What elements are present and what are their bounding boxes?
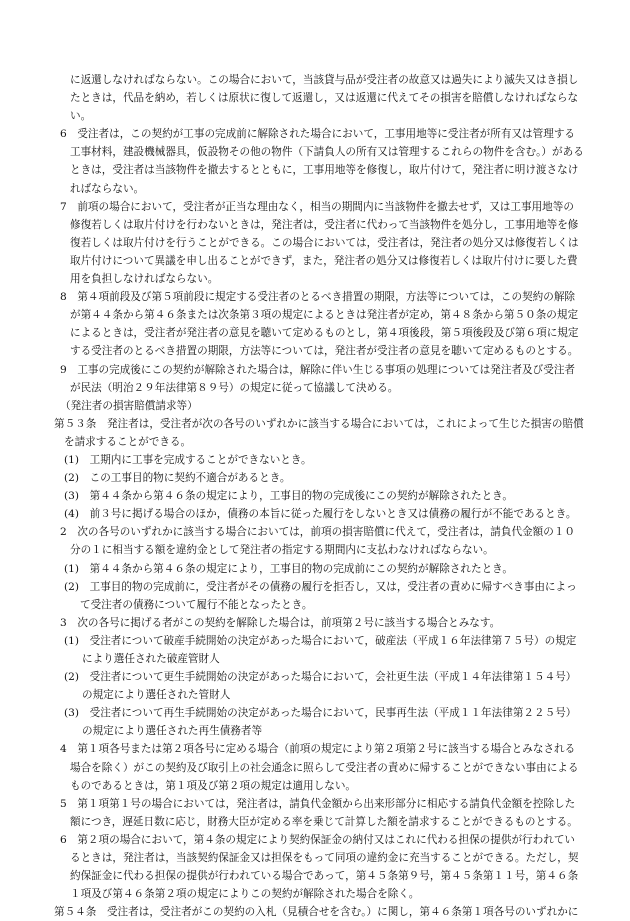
list-item: (1) 第４４条から第４６条の規定により，工事目的物の完成前にこの契約が解除されたとき。 xyxy=(64,562,513,575)
paragraph: 4 第１項各号または第２項各号に定める場合（前項の規定により第２項第２号に該当する場合とみなされる場合を除く）がこの契約及び取引上の社会通念に照らして受注者の責めに帰することができない事由によるものであるときは，第１項及び第２項の規定は適用しない。 xyxy=(60,743,579,792)
list-item: (2) 工事目的物の完成前に，受注者がその債務の履行を拒否し，又は，受注者の責めに帰すべき事由によって受注者の債務について履行不能となったとき。 xyxy=(64,580,577,611)
list-item: (4) 前３号に掲げる場合のほか，債務の本旨に従った履行をしないとき又は債務の履行が不能であるとき。 xyxy=(64,508,577,521)
paragraph: 7 前項の場合において，受注者が正当な理由なく，相当の期間内に当該物件を撤去せず，又は工事用地等の修復若しくは取片付けを行わないときは，発注者は，受注者に代わって当該物件を処分し，工事用地等を修復若しくは取片付けを行うことができる。この場合においては，受注者は，発注者の処分又は修復若しくは取片付けについて異議を申し出ることができず，また，発注者の処分又は修復若しくは取片付けに要した費用を負担しなければならない。 xyxy=(60,200,579,286)
list-item: (1) 受注者について破産手続開始の決定があった場合において，破産法（平成１６年法律第７５号）の規定により選任された破産管財人 xyxy=(64,634,577,665)
list-item: (2) この工事目的物に契約不適合があるとき。 xyxy=(64,472,291,485)
paragraph: 6 第２項の場合において，第４条の規定により契約保証金の納付又はこれに代わる担保の提供が行われているときは，発注者は，当該契約保証金又は担保をもって同項の違約金に充当することができる。ただし，契約保証金に代わる担保の提供が行われている場合であって，第４５条第９号，第４５条第１１号，第４６条１項及び第４６条第２項の規定によりこの契約が解除された場合を除く。 xyxy=(60,833,579,901)
paragraph: 3 次の各号に掲げる者がこの契約を解除した場合は，前項第２号に該当する場合とみなす。 xyxy=(60,616,501,629)
list-item: (1) 工期内に工事を完成することができないとき。 xyxy=(64,453,312,466)
paragraph: 2 次の各号のいずれかに該当する場合においては，前項の損害賠償に代えて，受注者は，請負代金額の１０分の１に相当する額を違約金として発注者の指定する期間内に支払わなければならない。 xyxy=(60,526,576,557)
article-paragraph: 第５４条 受注者は，受注者がこの契約の入札（見積合せを含む。）に関し，第４６条第１項各号のいずれかに xyxy=(54,906,579,919)
paragraph: に返還しなければならない。この場合において，当該貸与品が受注者の故意又は過失により滅失又はき損したときは，代品を納め，若しくは原状に復して返還し，又は返還に代えてその損害を賠償しなければならない。 xyxy=(70,74,579,123)
article-paragraph: 第５３条 発注者は，受注者が次の各号のいずれかに該当する場合においては，これによって生じた損害の賠償を請求することができる。 xyxy=(54,417,584,448)
paragraph: 8 第４項前段及び第５項前段に規定する受注者のとるべき措置の期限，方法等については，この契約の解除が第４４条から第４６条または次条第３項の規定によるときは発注者が定め，第４８条から第５０条の規定によるときは，受注者が発注者の意見を聴いて定めるものとし，第４項後段，第５項後段及び第６項に規定する受注者のとるべき措置の期限，方法等については，発注者が受注者の意見を聴いて定めるものとする。 xyxy=(60,291,579,358)
list-item: (3) 第４４条から第４６条の規定により，工事目的物の完成後にこの契約が解除されたとき。 xyxy=(64,490,513,503)
section-heading: （発注者の損害賠償請求等） xyxy=(60,399,198,412)
document-body xyxy=(54,71,584,921)
list-item: (3) 受注者について再生手続開始の決定があった場合において，民事再生法（平成１１年法律第２２５号）の規定により選任された再生債務者等 xyxy=(64,707,577,738)
paragraph: 5 第１項第１号の場合においては，発注者は，請負代金額から出来形部分に相応する請負代金額を控除した額につき，遅延日数に応じ，財務大臣が定める率を乗じて計算した額を請求することができるものとする。 xyxy=(60,797,578,828)
list-item: (2) 受注者について更生手続開始の決定があった場合において，会社更生法（平成１４年法律第１５４号）の規定により選任された管財人 xyxy=(64,671,577,702)
paragraph: 9 工事の完成後にこの契約が解除された場合は，解除に伴い生じる事項の処理については発注者及び受注者が民法（明治２９年法律第８９号）の規定に従って協議して決める。 xyxy=(60,363,576,394)
paragraph: 6 受注者は，この契約が工事の完成前に解除された場合において，工事用地等に受注者が所有又は管理する工事材料，建設機械器具，仮設物その他の物件（下請負人の所有又は管理するこれらの物件を含む。）があるときは，受注者は当該物件を撤去するとともに，工事用地等を修復し，取片付けて，発注者に明け渡さなければならない。 xyxy=(60,128,584,195)
